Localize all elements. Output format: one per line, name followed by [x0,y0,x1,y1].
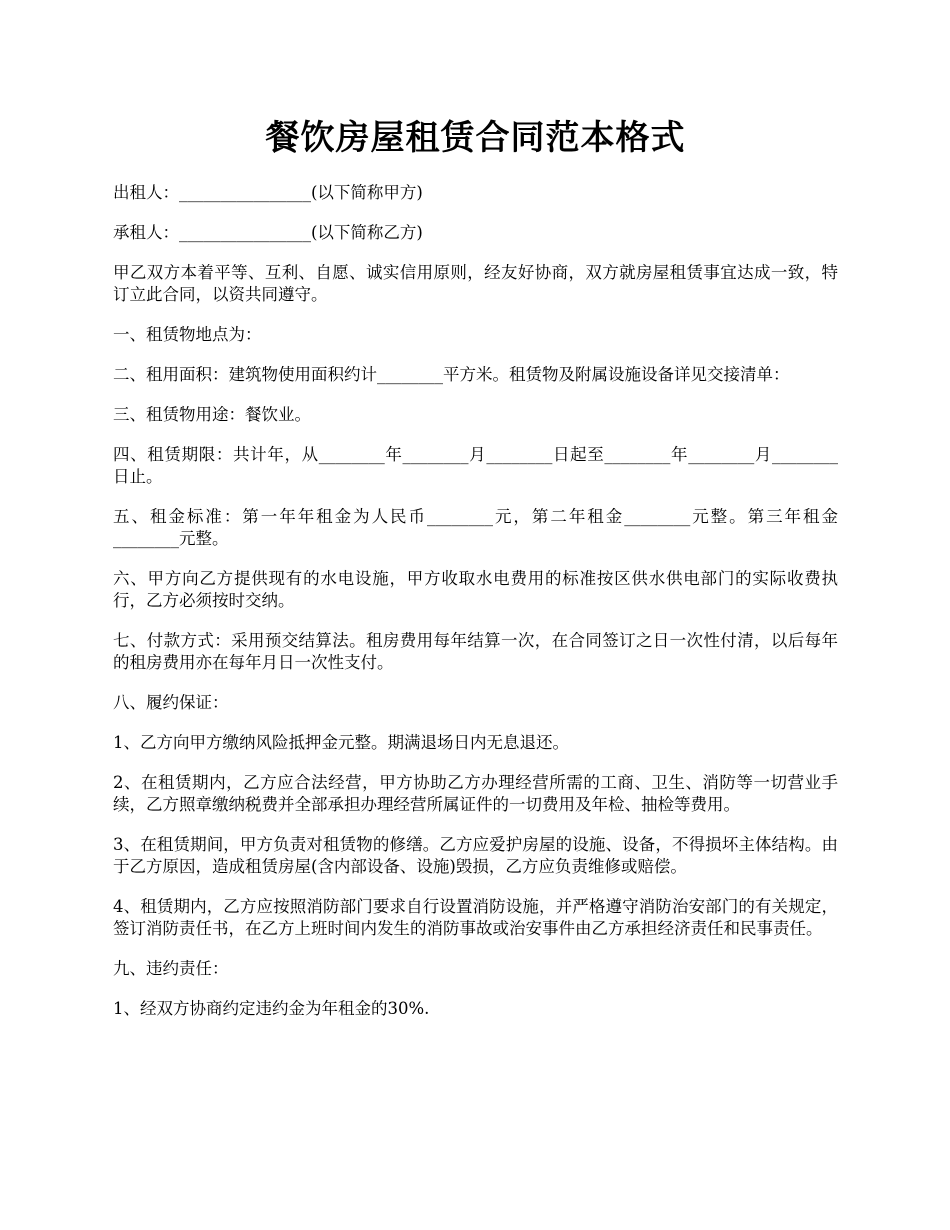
clause-guarantee-heading: 八、履约保证： [113,693,229,712]
document-body [113,182,838,1020]
clause-purpose: 三、租赁物用途：餐饮业。 [113,405,311,424]
clause-area: 二、租用面积：建筑物使用面积约计________平方米。租赁物及附属设施设备详见交接清单： [113,365,790,384]
clause-location: 一、租赁物地点为： [113,325,262,344]
clause-term: 四、租赁期限：共计年，从________年________月________日起至________年________月________日止。 [113,445,838,486]
guarantee-item-2: 2、在租赁期内，乙方应合法经营，甲方协助乙方办理经营所需的工商、卫生、消防等一切营业手续，乙方照章缴纳税费并全部承担办理经营所属证件的一切费用及年检、抽检等费用。 [113,773,838,814]
guarantee-item-1: 1、乙方向甲方缴纳风险抵押金元整。期满退场日内无息退还。 [113,733,569,752]
clause-liability-heading: 九、违约责任： [113,959,229,978]
preamble-paragraph: 甲乙双方本着平等、互利、自愿、诚实信用原则，经友好协商，双方就房屋租赁事宜达成一致，特订立此合同，以资共同遵守。 [113,263,838,304]
guarantee-item-4: 4、租赁期内，乙方应按照消防部门要求自行设置消防设施，并严格遵守消防治安部门的有关规定，签订消防责任书，在乙方上班时间内发生的消防事故或治安事件由乙方承担经济责任和民事责任。 [113,897,838,938]
clause-payment: 七、付款方式：采用预交结算法。租房费用每年结算一次，在合同签订之日一次性付清，以后每年的租房费用亦在每年月日一次性支付。 [113,631,838,672]
lessor-line: 出租人：________________(以下简称甲方) [113,183,423,202]
clause-utilities: 六、甲方向乙方提供现有的水电设施，甲方收取水电费用的标准按区供水供电部门的实际收费执行，乙方必须按时交纳。 [113,569,838,610]
lessee-line: 承租人：________________(以下简称乙方) [113,223,423,242]
liability-item-1: 1、经双方协商约定违约金为年租金的30%. [113,999,430,1018]
document-title: 餐饮房屋租赁合同范本格式 [265,118,686,158]
clause-rent: 五、租金标准：第一年年租金为人民币________元，第二年租金________元整。第三年租金________元整。 [113,507,838,548]
guarantee-item-3: 3、在租赁期间，甲方负责对租赁物的修缮。乙方应爱护房屋的设施、设备，不得损坏主体结构。由于乙方原因，造成租赁房屋(含内部设备、设施)毁损，乙方应负责维修或赔偿。 [113,835,838,876]
